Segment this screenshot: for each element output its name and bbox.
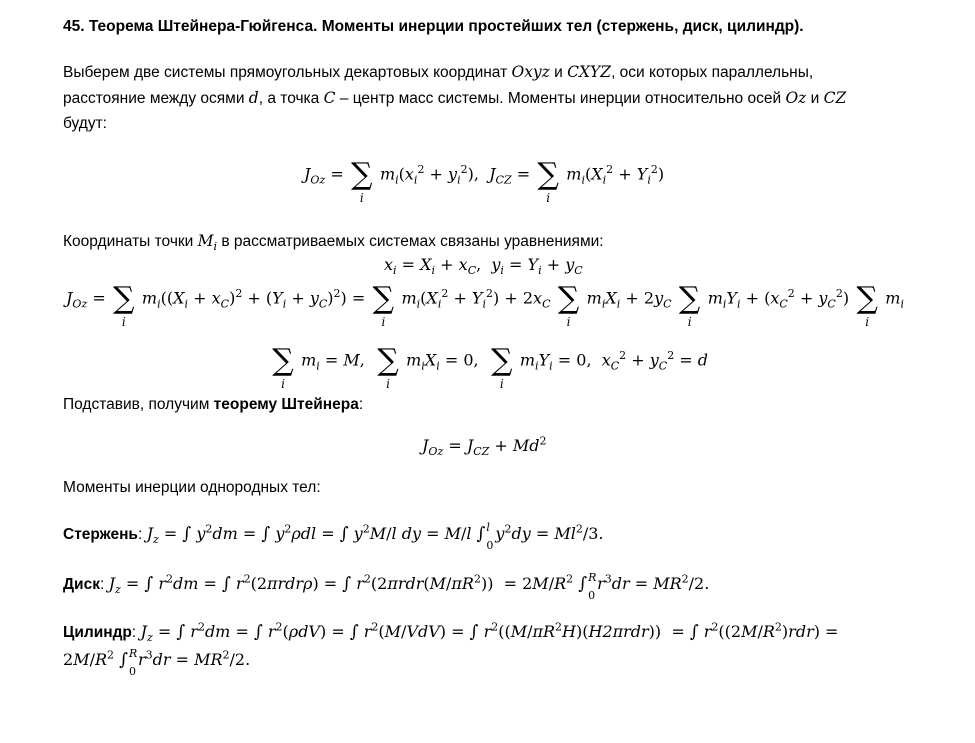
equation-rod: $J_z$ = ∫ $y^2dm$ = ∫ $y^2\rho dl$ = ∫ $y^2M/l$ dy = M/l ∫ l 0 $y^2dy = Ml^2/3$. — [146, 520, 604, 552]
equation-steiner-theorem: $J_{Oz} = J_{CZ} + Md^2$ — [422, 434, 547, 459]
equation-coordinate-relations: $x_i = X_i + x_C$, $y_i = Y_i + y_C$ — [384, 255, 583, 278]
steiner-colon: : — [358, 396, 364, 413]
rod-colon: : — [137, 526, 143, 543]
intro-text: Выберем две системы прямоугольных декартовых координат — [63, 64, 508, 81]
cylinder-colon: : — [131, 624, 137, 641]
equation-moments-definition: $J_{Oz}$ = ∑ i $m_i(x_i^2 + y_i^2)$, $J_{CZ}$ = ∑ i $m_i(X_i^2 + Y_i^2)$ — [304, 157, 665, 205]
intro-text: , оси которых параллельны, — [611, 64, 814, 81]
coord-system-cxyz: CXYZ — [567, 63, 612, 81]
equation-disk: $J_z$ = ∫ $r^2dm$ = ∫ $r^2(2\pi rdr\rho)$ = ∫ $r^2(2\pi rdr(M/\pi R^2)) = 2M/R^2$ ∫ R 0 $r^3dr = MR^2/2$. — [108, 570, 710, 602]
rod-label: Стержень — [63, 526, 138, 543]
steiner-theorem-label: теорему Штейнера — [213, 396, 359, 413]
coords-paragraph — [63, 229, 604, 254]
cylinder-line-2 — [63, 646, 251, 678]
steiner-text: Подставив, получим — [63, 396, 210, 413]
point-m-subscript: i — [213, 240, 218, 254]
intro-line-1 — [63, 60, 813, 85]
equation-sum-conditions: ∑ i $m_i = M$, ∑ i $m_iX_i = 0$, ∑ i $m_iY_i = 0$, $x_C^2 + y_C^2 = d$ — [272, 343, 709, 391]
coords-text: Координаты точки — [63, 233, 194, 250]
point-symbol: C — [323, 89, 336, 107]
rod-line — [63, 520, 604, 552]
point-m-symbol: M — [197, 232, 214, 250]
cylinder-line — [63, 620, 838, 645]
intro-text: – центр масс системы. Моменты инерции относительно осей — [339, 90, 782, 107]
intro-text: и — [554, 64, 563, 81]
intro-line-3: будут: — [63, 115, 107, 132]
coord-system-oxyz: Oxyz — [511, 63, 550, 81]
intro-text: и — [810, 90, 820, 107]
intro-line-2 — [63, 86, 846, 111]
coords-text: в рассматриваемых системах связаны уравнениями: — [221, 233, 604, 250]
axis-oz: Oz — [785, 89, 807, 107]
axis-cz: CZ — [823, 89, 847, 107]
intro-text: , а точка — [258, 90, 320, 107]
equation-expansion: $J_{Oz}$ = ∑ i $m_i((X_i + x_C)^2 + (Y_i + y_C)^2)$ = ∑ i $m_i(X_i^2 + Y_i^2) + 2x_C$ ∑ i $m_iX_i + 2y_C$ ∑ i $m_iY_i + (x_C^2 + y_C^2)$ ∑ i $m_i$ — [66, 281, 904, 329]
equation-cylinder-part2: $2M/R^2$ ∫ R 0 $r^3dr = MR^2/2$. — [63, 646, 251, 678]
disk-line — [63, 570, 710, 602]
distance-symbol: d — [248, 89, 259, 107]
section-title: 45. Теорема Штейнера-Гюйгенса. Моменты инерции простейших тел (стержень, диск, цилиндр). — [63, 18, 804, 35]
equation-cylinder-part1: $J_z$ = ∫ $r^2dm$ = ∫ $r^2(\rho dV)$ = ∫ $r^2(M/VdV)$ = ∫ $r^2((M/\pi R^2H)(H2\pi rdr))$ = ∫ $r^2((2M/R^2)rdr)$ = — [140, 620, 839, 645]
disk-colon: : — [99, 576, 105, 593]
disk-label: Диск — [63, 576, 100, 593]
cylinder-label: Цилиндр — [63, 624, 132, 641]
moments-heading: Моменты инерции однородных тел: — [63, 479, 321, 496]
steiner-paragraph — [63, 393, 363, 417]
intro-text: расстояние между осями — [63, 90, 245, 107]
